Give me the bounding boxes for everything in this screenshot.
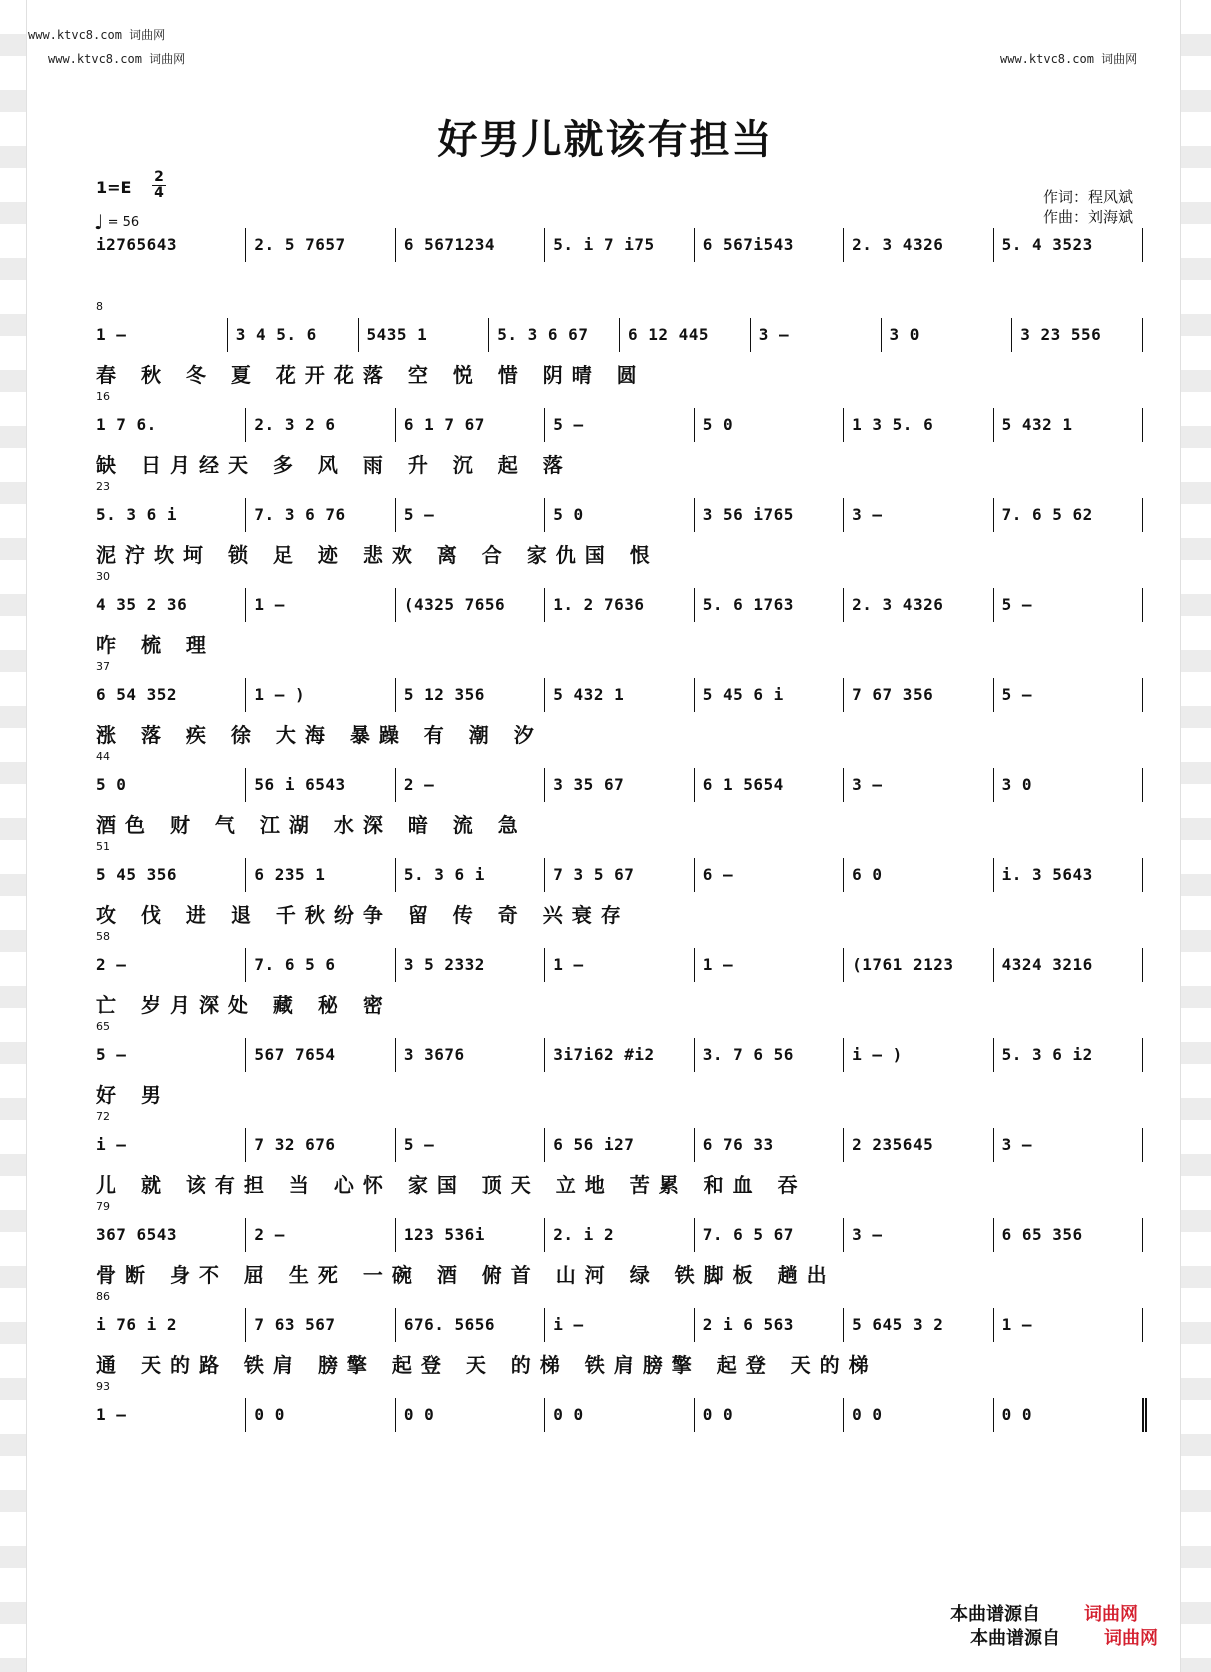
measure: 1 – (96, 1405, 127, 1424)
source-brand: 词曲网 (1084, 1604, 1138, 1625)
measure: 7. 6 5 62 (993, 498, 1142, 532)
measure: i – (96, 1135, 127, 1154)
measure: 567 7654 (245, 1038, 394, 1072)
measure: 7. 6 5 67 (694, 1218, 843, 1252)
measure: 2 235645 (843, 1128, 992, 1162)
measure: 3 4 5. 6 (227, 318, 358, 352)
lyric-line: 攻 伐 进 退 千秋纷争 留 传 奇 兴衰存 (96, 903, 630, 927)
lyric-line: 通 天的路 铁肩 膀擎 起登 天 的梯 铁肩膀擎 起登 天的梯 (96, 1353, 878, 1377)
measure: 5 12 356 (395, 678, 544, 712)
notation-line (96, 858, 1143, 892)
meter-bottom: 4 (154, 185, 164, 201)
measure: 0 0 (694, 1398, 843, 1432)
source-label: 本曲谱源自 (970, 1628, 1060, 1649)
measure-number: 65 (96, 1020, 110, 1033)
measure: 1 – (544, 948, 693, 982)
measure: 5. 3 6 i (395, 858, 544, 892)
notation-line (96, 678, 1143, 712)
notation-line (96, 768, 1143, 802)
measure: 3 0 (881, 318, 1012, 352)
key-signature: 1=E (96, 178, 132, 197)
measure: 3 – (750, 318, 881, 352)
lyric-line: 咋 梳 理 (96, 633, 215, 657)
measure: 4324 3216 (993, 948, 1142, 982)
source-note-2 (970, 1624, 1158, 1650)
measure: (1761 2123 (843, 948, 992, 982)
measure: 2 i 6 563 (694, 1308, 843, 1342)
measure: 2. 3 2 6 (245, 408, 394, 442)
measure-number: 23 (96, 480, 110, 493)
measure: 5. 3 6 i (96, 505, 178, 524)
measure: 3 – (843, 768, 992, 802)
composer-credit: 作曲：刘海斌 (1043, 208, 1134, 226)
measure: 3 – (843, 498, 992, 532)
measure: 2. 3 4326 (843, 228, 992, 262)
measure: 1 – (96, 325, 127, 344)
measure: 56 i 6543 (245, 768, 394, 802)
measure: 6 1 5654 (694, 768, 843, 802)
measure: 3 23 556 (1011, 318, 1142, 352)
notation-line (96, 318, 1143, 352)
measure: 5 432 1 (993, 408, 1142, 442)
measure: 7 67 356 (843, 678, 992, 712)
measure: 3. 7 6 56 (694, 1038, 843, 1072)
measure: 4 35 2 36 (96, 595, 188, 614)
measure-number: 37 (96, 660, 110, 673)
measure: 5435 1 (358, 318, 489, 352)
measure-number: 79 (96, 1200, 110, 1213)
notation-line (96, 1128, 1143, 1162)
measure: 3 35 67 (544, 768, 693, 802)
measure: 6 1 7 67 (395, 408, 544, 442)
tempo-value: = 56 (107, 215, 140, 230)
notation-line (96, 1218, 1143, 1252)
measure: 7 3 5 67 (544, 858, 693, 892)
notation-line (96, 1308, 1143, 1342)
measure: 5. 4 3523 (993, 228, 1142, 262)
measure: 2 – (245, 1218, 394, 1252)
measure: 1 – ) (245, 678, 394, 712)
lyric-line: 酒色 财 气 江湖 水深 暗 流 急 (96, 813, 527, 837)
site-mark-right: www.ktvc8.com 词曲网 (1000, 52, 1138, 66)
measure: 676. 5656 (395, 1308, 544, 1342)
measure: 6 0 (843, 858, 992, 892)
measure: 6 – (694, 858, 843, 892)
lyricist-credit: 作词：程风斌 (1043, 188, 1134, 206)
measure: 5 0 (96, 775, 127, 794)
measure: 5 – (395, 498, 544, 532)
notation-line (96, 948, 1143, 982)
meter-top: 2 (152, 170, 166, 186)
notation-line (96, 588, 1143, 622)
lyric-line: 缺 日月经天 多 风 雨 升 沉 起 落 (96, 453, 572, 477)
source-label: 本曲谱源自 (950, 1604, 1040, 1625)
measure: 5. 3 6 i2 (993, 1038, 1142, 1072)
measure: 7 32 676 (245, 1128, 394, 1162)
score-title: 好男儿就该有担当 (437, 117, 774, 163)
measure: 6 65 356 (993, 1218, 1142, 1252)
measure: 7 63 567 (245, 1308, 394, 1342)
measure: 5 45 356 (96, 865, 178, 884)
lyric-line: 涨 落 疾 徐 大海 暴躁 有 潮 汐 (96, 723, 543, 747)
lyric-line: 儿 就 该有担 当 心怀 家国 顶天 立地 苦累 和血 吞 (96, 1173, 807, 1197)
measure: 6 5671234 (395, 228, 544, 262)
measure: 0 0 (395, 1398, 544, 1432)
measure: 2 – (96, 955, 127, 974)
measure: 5 45 6 i (694, 678, 843, 712)
measure: 5 432 1 (544, 678, 693, 712)
lyric-line: 泥泞坎坷 锁 足 迹 悲欢 离 合 家仇国 恨 (96, 543, 659, 567)
measure: 3 56 i765 (694, 498, 843, 532)
measure-number: 58 (96, 930, 110, 943)
measure: 0 0 (843, 1398, 992, 1432)
measure: 6 567i543 (694, 228, 843, 262)
measure-number: 86 (96, 1290, 110, 1303)
measure: 6 235 1 (245, 858, 394, 892)
measure: 0 0 (245, 1398, 394, 1432)
measure: 6 76 33 (694, 1128, 843, 1162)
measure: 6 12 445 (619, 318, 750, 352)
measure: 5 645 3 2 (843, 1308, 992, 1342)
measure: 3 – (993, 1128, 1142, 1162)
notation-line (96, 228, 1143, 262)
left-watermark-strip (0, 0, 27, 1672)
measure: 0 0 (544, 1398, 693, 1432)
measure: 367 6543 (96, 1225, 178, 1244)
time-signature (152, 170, 166, 201)
measure-number: 30 (96, 570, 110, 583)
site-mark-left: www.ktvc8.com 词曲网 (48, 52, 186, 66)
measure: i. 3 5643 (993, 858, 1142, 892)
measure: 5 – (395, 1128, 544, 1162)
measure: 5 – (993, 678, 1142, 712)
measure: 1 – (245, 588, 394, 622)
measure: i 76 i 2 (96, 1315, 178, 1334)
measure: 5. i 7 i75 (544, 228, 693, 262)
measure-number: 51 (96, 840, 110, 853)
measure: 1 3 5. 6 (843, 408, 992, 442)
lyric-line: 亡 岁月深处 藏 秘 密 (96, 993, 392, 1017)
measure: 2. 3 4326 (843, 588, 992, 622)
measure: 1 – (694, 948, 843, 982)
measure: 5 – (96, 1045, 127, 1064)
measure: 5 0 (544, 498, 693, 532)
measure-number: 44 (96, 750, 110, 763)
source-note-1 (950, 1600, 1138, 1626)
notation-line (96, 408, 1143, 442)
measure: 7. 3 6 76 (245, 498, 394, 532)
measure-number: 72 (96, 1110, 110, 1123)
source-brand: 词曲网 (1104, 1628, 1158, 1649)
measure: 1 7 6. (96, 415, 157, 434)
measure-number: 16 (96, 390, 110, 403)
notation-line (96, 1038, 1143, 1072)
measure: i2765643 (96, 235, 178, 254)
measure-number: 8 (96, 300, 103, 313)
measure: i – ) (843, 1038, 992, 1072)
measure: 2. 5 7657 (245, 228, 394, 262)
notation-line (96, 1398, 1147, 1432)
measure-number: 93 (96, 1380, 110, 1393)
measure: 3 0 (993, 768, 1142, 802)
notation-line (96, 498, 1143, 532)
measure: 5. 6 1763 (694, 588, 843, 622)
quarter-note-icon: ♩ (94, 210, 104, 234)
measure: 7. 6 5 6 (245, 948, 394, 982)
lyric-line: 骨断 身不 屈 生死 一碗 酒 俯首 山河 绿 铁脚板 趟出 (96, 1263, 836, 1287)
measure: 5 0 (694, 408, 843, 442)
measure: 6 54 352 (96, 685, 178, 704)
measure: 5 – (544, 408, 693, 442)
measure: 0 0 (993, 1398, 1142, 1432)
measure: 1 – (993, 1308, 1142, 1342)
measure: 6 56 i27 (544, 1128, 693, 1162)
measure: 3 5 2332 (395, 948, 544, 982)
lyric-line: 好 男 (96, 1083, 170, 1107)
measure: 2 – (395, 768, 544, 802)
measure: 3i7i62 #i2 (544, 1038, 693, 1072)
measure: i – (544, 1308, 693, 1342)
measure: 2. i 2 (544, 1218, 693, 1252)
measure: 3 – (843, 1218, 992, 1252)
measure: 3 3676 (395, 1038, 544, 1072)
measure: 5. 3 6 67 (488, 318, 619, 352)
site-mark-top: www.ktvc8.com 词曲网 (28, 28, 166, 42)
measure: 1. 2 7636 (544, 588, 693, 622)
lyric-line: 春 秋 冬 夏 花开花落 空 悦 惜 阴晴 圆 (96, 363, 646, 387)
right-watermark-strip (1180, 0, 1211, 1672)
measure: 5 – (993, 588, 1142, 622)
measure: 123 536i (395, 1218, 544, 1252)
measure: (4325 7656 (395, 588, 544, 622)
